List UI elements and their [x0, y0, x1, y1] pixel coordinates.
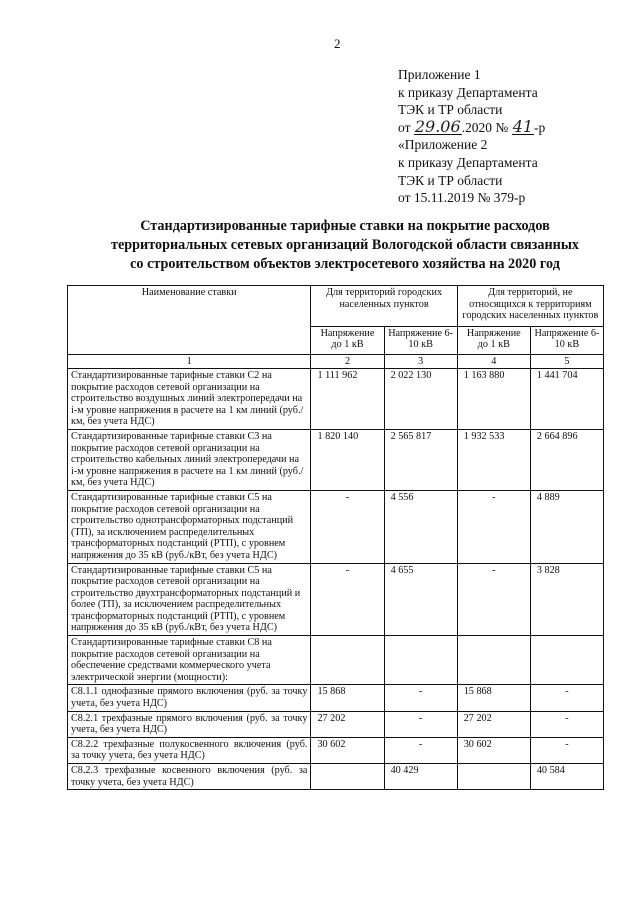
table-row — [68, 711, 604, 737]
document-title — [60, 217, 630, 274]
rate-value: 30 602 — [457, 737, 530, 763]
rate-value: 40 429 — [384, 764, 457, 790]
rate-name: Стандартизированные тарифные ставки С5 на покрытие расходов сетевой организации на строительство однотрансформаторных подстанций (ТП), за исключением распределительных трансформаторных подстанций (РТП), с уровнем напряжения до 35 кВ (руб./кВт, без учета НДС) — [68, 490, 311, 563]
rate-name: С8.2.1 трехфазные прямого включения (руб. за точку учета, без учета НДС) — [68, 711, 311, 737]
table-header-row — [68, 286, 604, 327]
rate-value: 4 655 — [384, 563, 457, 636]
rate-value: 2 565 817 — [384, 429, 457, 490]
rate-value: 4 889 — [530, 490, 603, 563]
rate-value: 3 828 — [530, 563, 603, 636]
column-number: 3 — [384, 355, 457, 369]
rate-value: - — [384, 737, 457, 763]
rate-value: 1 932 533 — [457, 429, 530, 490]
title-line-2: территориальных сетевых организаций Вологодской области связанных — [111, 237, 579, 253]
rate-name: С8.2.3 трехфазные косвенного включения (руб. за точку учета, без учета НДС) — [68, 764, 311, 790]
header-voltage-mid-urban: Напряжение 6-10 кВ — [384, 326, 457, 354]
rate-value: - — [457, 490, 530, 563]
table-row — [68, 429, 604, 490]
date-prefix: от — [398, 119, 411, 135]
appendix-line-7: ТЭК и ТР области — [398, 172, 503, 188]
table-row — [68, 636, 604, 685]
rate-value: 2 022 130 — [384, 369, 457, 430]
rate-value: 1 441 704 — [530, 369, 603, 430]
rate-value: 1 820 140 — [311, 429, 384, 490]
date-year: .2020 № — [461, 119, 509, 135]
rate-value — [311, 764, 384, 790]
tariff-table — [67, 285, 604, 790]
appendix-line-1: Приложение 1 — [398, 67, 481, 82]
handwritten-order-number: 41 — [512, 116, 534, 136]
appendix-line-3: ТЭК и ТР области — [398, 102, 503, 118]
rate-value: 27 202 — [311, 711, 384, 737]
header-urban: Для территорий городских населенных пунктов — [311, 286, 457, 327]
order-suffix: -р — [534, 119, 546, 135]
rate-value: - — [311, 490, 384, 563]
page-number: 2 — [334, 36, 341, 51]
rate-value: 15 868 — [457, 685, 530, 711]
rate-name: С8.1.1 однофазные прямого включения (руб. за точку учета, без учета НДС) — [68, 685, 311, 711]
rate-value: - — [457, 563, 530, 636]
title-line-3: со строительством объектов электросетевого хозяйства на 2020 год — [130, 256, 560, 272]
rate-name: Стандартизированные тарифные ставки С8 на покрытие расходов сетевой организации на обеспечение средствами коммерческого учета электрической энергии (мощности): — [68, 636, 311, 685]
table-row — [68, 369, 604, 430]
rate-value: 4 556 — [384, 490, 457, 563]
rate-value: 1 163 880 — [457, 369, 530, 430]
rate-value — [311, 636, 384, 685]
rate-value: - — [384, 685, 457, 711]
header-rate-name: Наименование ставки — [68, 286, 311, 355]
header-voltage-mid-nonurban: Напряжение 6-10 кВ — [530, 326, 603, 354]
column-number-row — [68, 355, 604, 369]
appendix-line-8: от 15.11.2019 № 379-р — [398, 190, 526, 206]
rate-value: - — [530, 737, 603, 763]
rate-value: - — [384, 711, 457, 737]
appendix-date-line — [398, 116, 628, 137]
rate-name: Стандартизированные тарифные ставки С5 на покрытие расходов сетевой организации на строительство двухтрансформаторных подстанций и более (ТП), за исключением распределительных трансформаторных подстанций (РТП), с уровнем напряжения до 35 кВ (руб./кВт, без учета НДС) — [68, 563, 311, 636]
rate-value: 1 111 962 — [311, 369, 384, 430]
appendix-line-5: «Приложение 2 — [398, 137, 488, 153]
header-nonurban: Для территорий, не относящихся к территориям городских населенных пунктов — [457, 286, 603, 327]
rate-name: Стандартизированные тарифные ставки С3 на покрытие расходов сетевой организации на строительство кабельных линий электропередачи на i-м уровне напряжения в расчете на 1 км линий (руб./км, без учета НДС) — [68, 429, 311, 490]
rate-value — [457, 764, 530, 790]
column-number: 1 — [68, 355, 311, 369]
rate-value: - — [311, 563, 384, 636]
table-row — [68, 490, 604, 563]
rate-value: 27 202 — [457, 711, 530, 737]
rate-value: 2 664 896 — [530, 429, 603, 490]
rate-value: - — [530, 685, 603, 711]
appendix-line-6: к приказу Департамента — [398, 154, 538, 170]
header-voltage-low-nonurban: Напряжение до 1 кВ — [457, 326, 530, 354]
title-line-1: Стандартизированные тарифные ставки на покрытие расходов — [140, 218, 550, 234]
table-row — [68, 685, 604, 711]
appendix-line-2: к приказу Департамента — [398, 84, 538, 100]
rate-value: 40 584 — [530, 764, 603, 790]
rate-value — [384, 636, 457, 685]
column-number: 5 — [530, 355, 603, 369]
rate-value — [530, 636, 603, 685]
table-row — [68, 563, 604, 636]
rate-value: 30 602 — [311, 737, 384, 763]
rate-value — [457, 636, 530, 685]
table-row — [68, 764, 604, 790]
column-number: 2 — [311, 355, 384, 369]
rate-value: 15 868 — [311, 685, 384, 711]
header-voltage-low-urban: Напряжение до 1 кВ — [311, 326, 384, 354]
rate-name: Стандартизированные тарифные ставки С2 на покрытие расходов сетевой организации на строительство воздушных линий электропередачи на i-м уровне напряжения в расчете на 1 км линий (руб./км, без учета НДС) — [68, 369, 311, 430]
appendix-header — [398, 66, 628, 207]
handwritten-date: 29.06 — [414, 116, 461, 136]
rate-name: С8.2.2 трехфазные полукосвенного включения (руб. за точку учета, без учета НДС) — [68, 737, 311, 763]
table-row — [68, 737, 604, 763]
rate-value: - — [530, 711, 603, 737]
column-number: 4 — [457, 355, 530, 369]
